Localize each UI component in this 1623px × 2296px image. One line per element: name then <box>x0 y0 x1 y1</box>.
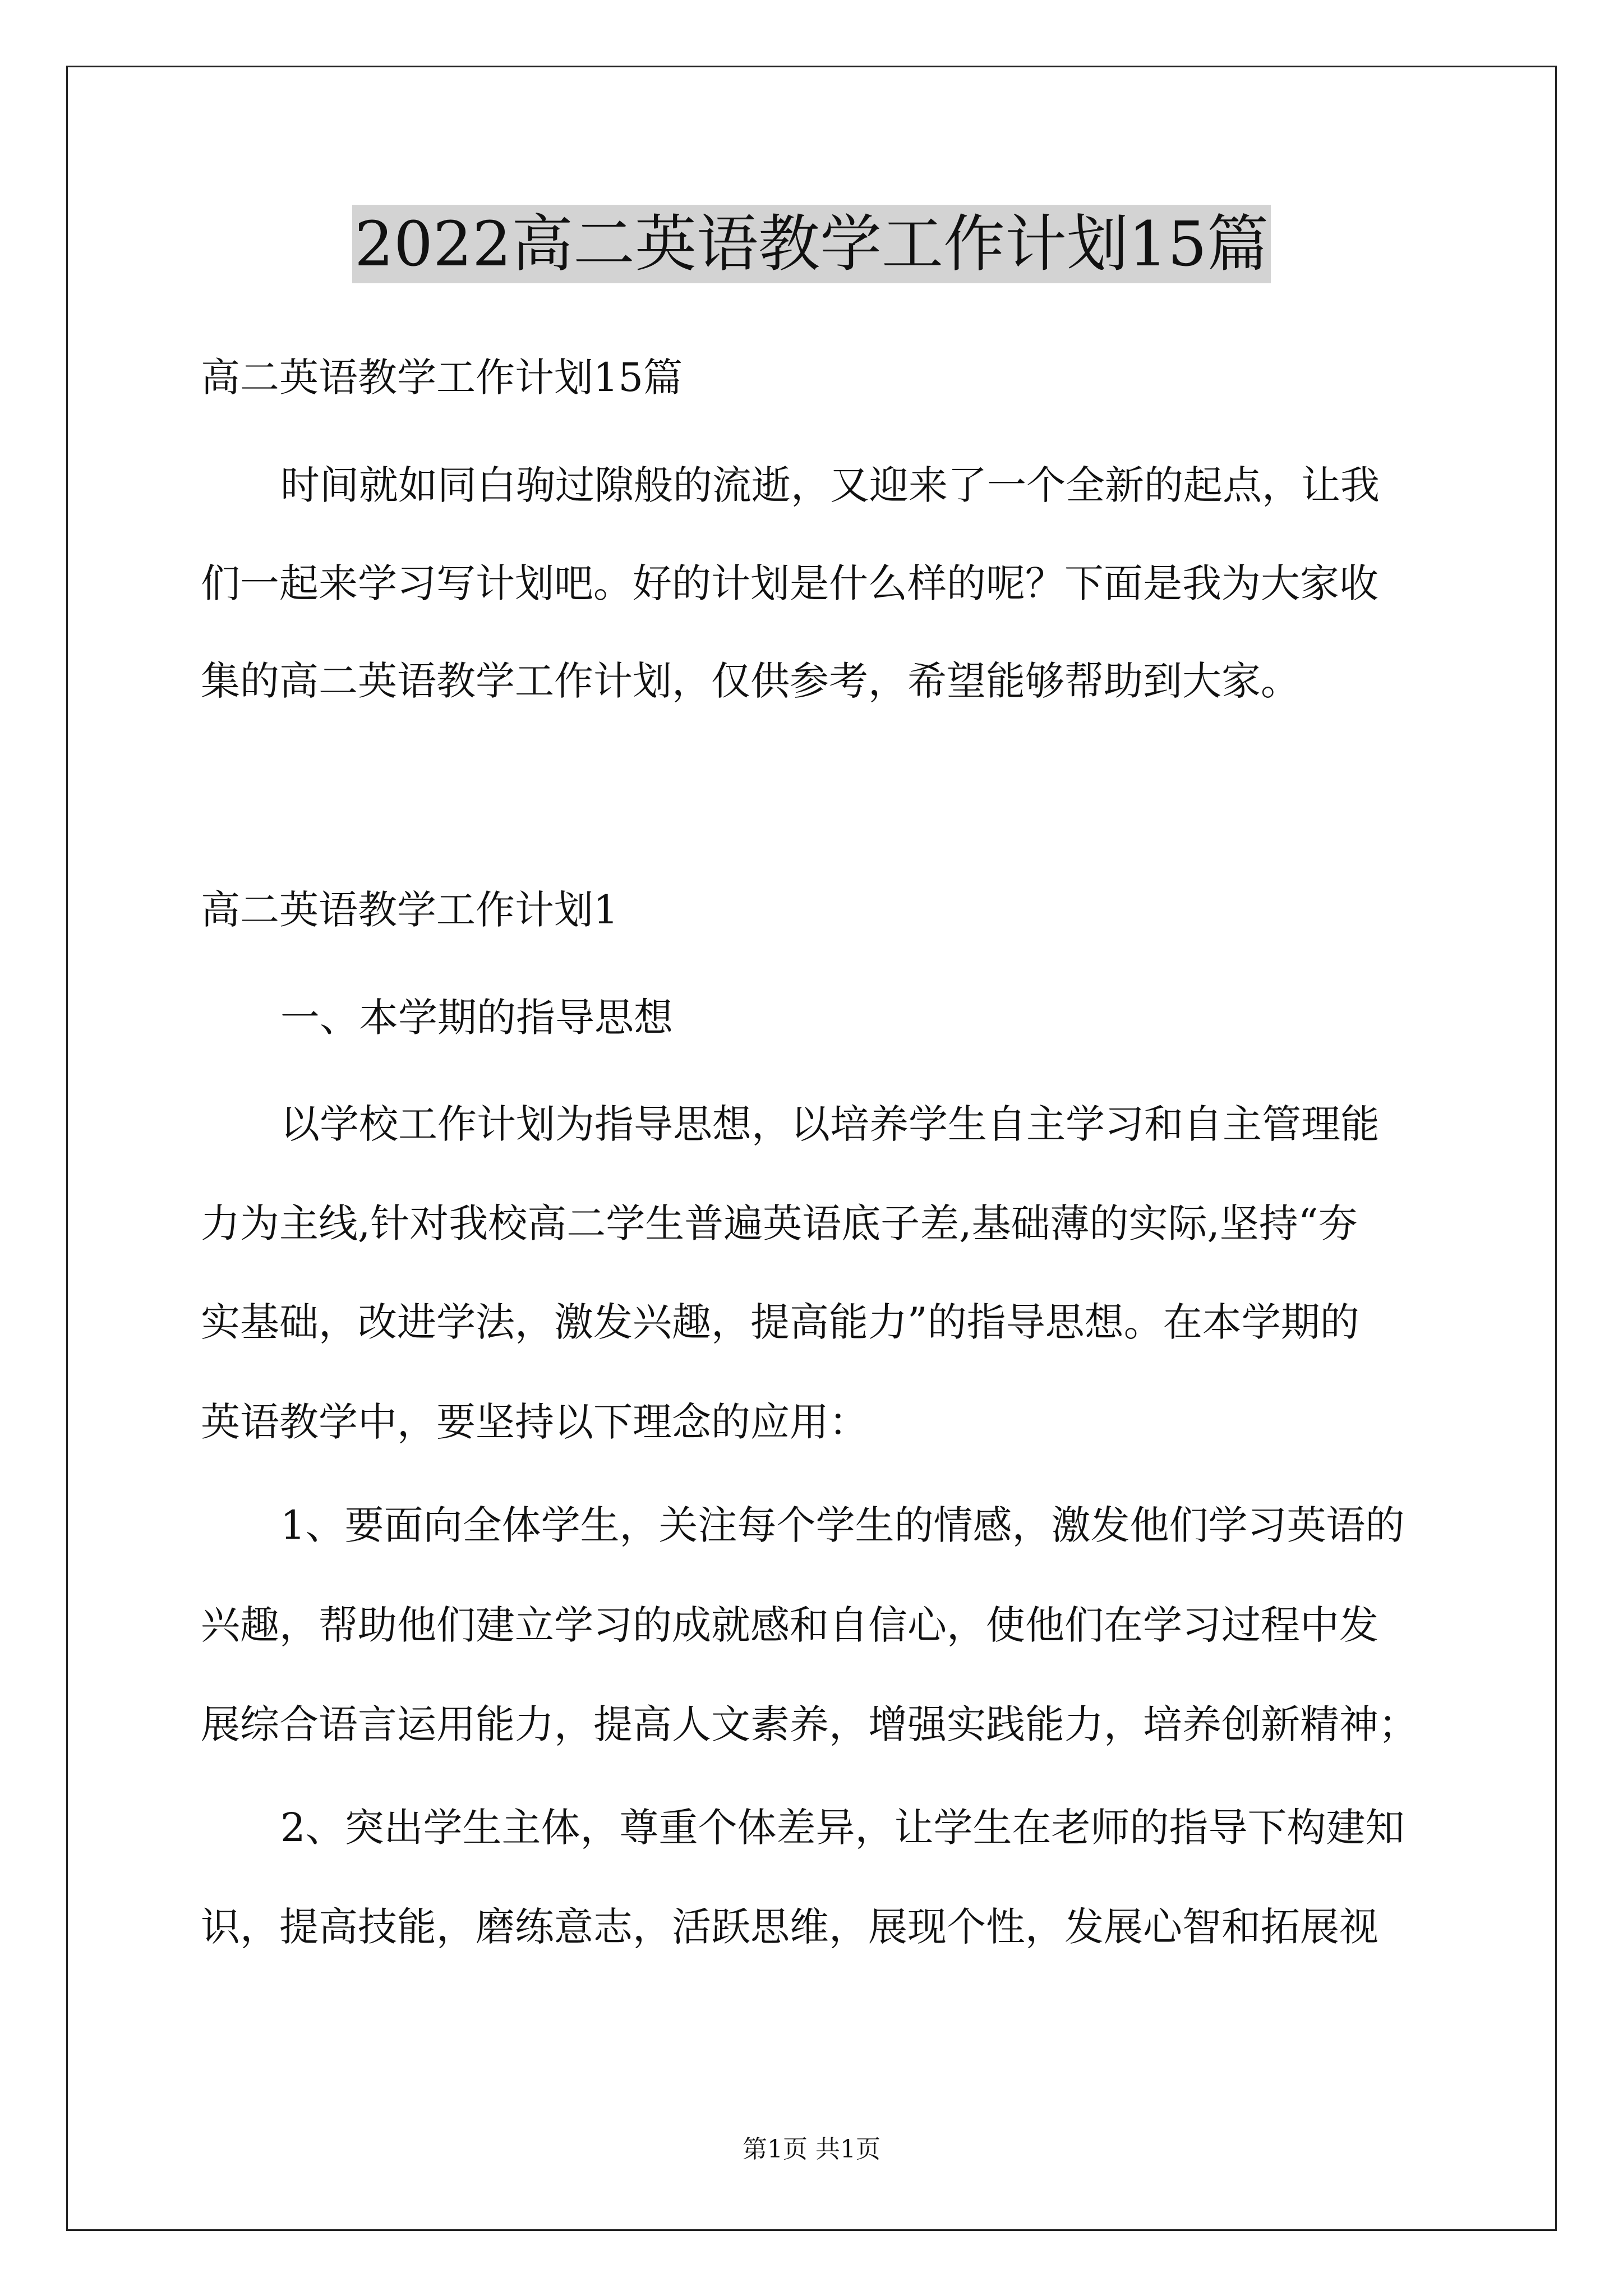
paragraph-line: 时间就如同白驹过隙般的流逝，又迎来了一个全新的起点，让我 <box>280 462 1380 508</box>
paragraph-line: 实基础，改进学法，激发兴趣，提高能力”的指导思想。在本学期的 <box>201 1299 1359 1345</box>
paragraph-line: 力为主线,针对我校高二学生普遍英语底子差,基础薄的实际,坚持“夯 <box>201 1200 1358 1246</box>
paragraph-line: 2、突出学生主体，尊重个体差异，让学生在老师的指导下构建知 <box>280 1805 1405 1851</box>
paragraph-line: 以学校工作计划为指导思想，以培养学生自主学习和自主管理能 <box>280 1101 1380 1147</box>
page-footer: 第1页 共1页 <box>743 2135 880 2164</box>
subtitle-line: 高二英语教学工作计划15篇 <box>201 355 683 401</box>
paragraph-line: 识，提高技能，磨练意志，活跃思维，展现个性，发展心智和拓展视 <box>201 1904 1378 1950</box>
paragraph-line: 英语教学中，要坚持以下理念的应用： <box>201 1399 868 1445</box>
paragraph-line: 集的高二英语教学工作计划，仅供参考，希望能够帮助到大家。 <box>201 658 1300 704</box>
section-heading: 高二英语教学工作计划1 <box>201 887 619 933</box>
paragraph-line: 兴趣，帮助他们建立学习的成就感和自信心，使他们在学习过程中发 <box>201 1602 1378 1648</box>
document-title: 2022高二英语教学工作计划15篇 <box>352 205 1271 283</box>
paragraph-line: 们一起来学习写计划吧。好的计划是什么样的呢？下面是我为大家收 <box>201 560 1378 606</box>
subsection-heading: 一、本学期的指导思想 <box>280 995 673 1041</box>
paragraph-line: 1、要面向全体学生，关注每个学生的情感，激发他们学习英语的 <box>280 1502 1405 1548</box>
paragraph-line: 展综合语言运用能力，提高人文素养，增强实践能力，培养创新精神； <box>201 1701 1418 1747</box>
title-container <box>0 205 1623 283</box>
